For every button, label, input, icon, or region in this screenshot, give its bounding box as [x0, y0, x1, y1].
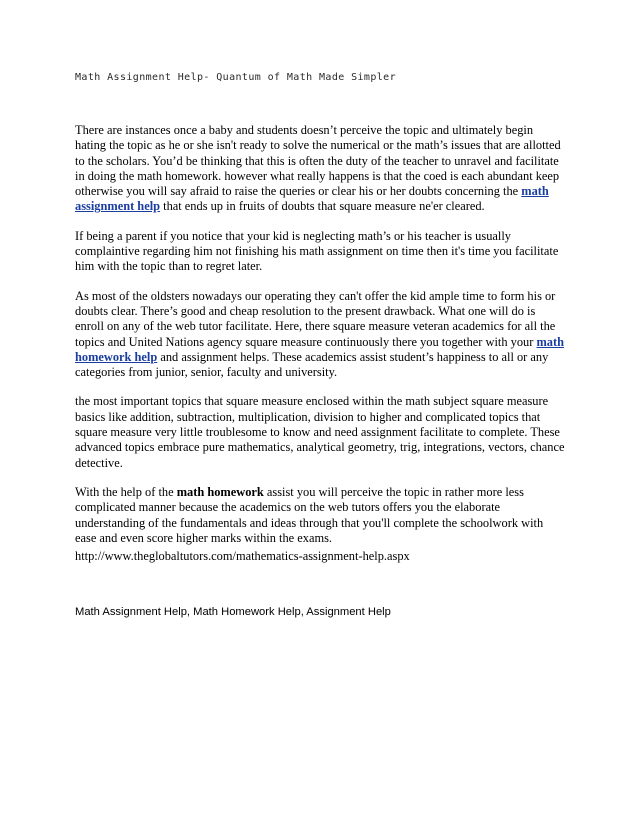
- paragraph-5: [75, 485, 567, 546]
- tags-line: Math Assignment Help, Math Homework Help, Assignment Help: [75, 606, 391, 618]
- paragraph-3: [75, 289, 567, 381]
- paragraph-1-text-a: There are instances once a baby and students doesn’t perceive the topic and ultimately begin hating the topic as he or she isn't ready to solve the numerical or the math’s issues that are allotted to the scholars. You’d be thinking that this is often the duty of the teacher to unravel and facilitate in doing the math homework. however what really happens is that the coed is each abundant keep otherwise you will say afraid to raise the queries or clear his or her doubts concerning the: [75, 123, 561, 199]
- paragraph-5-text-b: assist you will perceive the topic in rather more less complicated manner because the academics on the web tutors offers you the elaborate understanding of the fundamentals and ideas through that you'll complete the schoolwork with ease and even score higher marks within the exams.: [75, 484, 544, 545]
- math-assignment-help-link[interactable]: math assignment help: [75, 184, 549, 214]
- paragraph-5-text-a: With the help of the: [75, 484, 177, 499]
- math-homework-help-link[interactable]: math homework help: [75, 334, 564, 364]
- paragraph-1: [75, 123, 567, 215]
- paragraph-3-text-b: and assignment helps. These academics assist student’s happiness to all or any categories from junior, senior, faculty and university.: [75, 349, 549, 380]
- paragraph-4: the most important topics that square measure enclosed within the math subject square measure basics like addition, subtraction, multiplication, division to higher and complicated topics that square measure very little troublesome to know and need assignment facilitate to complete. These advanced topics embrace pure mathematics, analytical geometry, trig, integrations, vectors, chance detective.: [75, 394, 565, 470]
- source-url: http://www.theglobaltutors.com/mathematics-assignment-help.aspx: [75, 549, 410, 563]
- document-title: Math Assignment Help- Quantum of Math Made Simpler: [75, 72, 397, 83]
- paragraph-1-text-b: that ends up in fruits of doubts that square measure ne'er cleared.: [160, 199, 485, 214]
- paragraph-3-text-a: As most of the oldsters nowadays our operating they can't offer the kid ample time to form his or doubts clear. There’s good and cheap resolution to the present drawback. What one will do is enroll on any of the web tutor facilitate. Here, there square measure veteran academics for all the topics and United Nations agency square measure continuously there you together with your: [75, 288, 556, 349]
- paragraph-2: If being a parent if you notice that your kid is neglecting math’s or his teacher is usually complaintive regarding him not finishing his math assignment on time then it's time you facilitate him with the topic than to regret later.: [75, 228, 559, 274]
- document-body: [75, 123, 567, 560]
- math-homework-bold: math homework: [176, 484, 264, 499]
